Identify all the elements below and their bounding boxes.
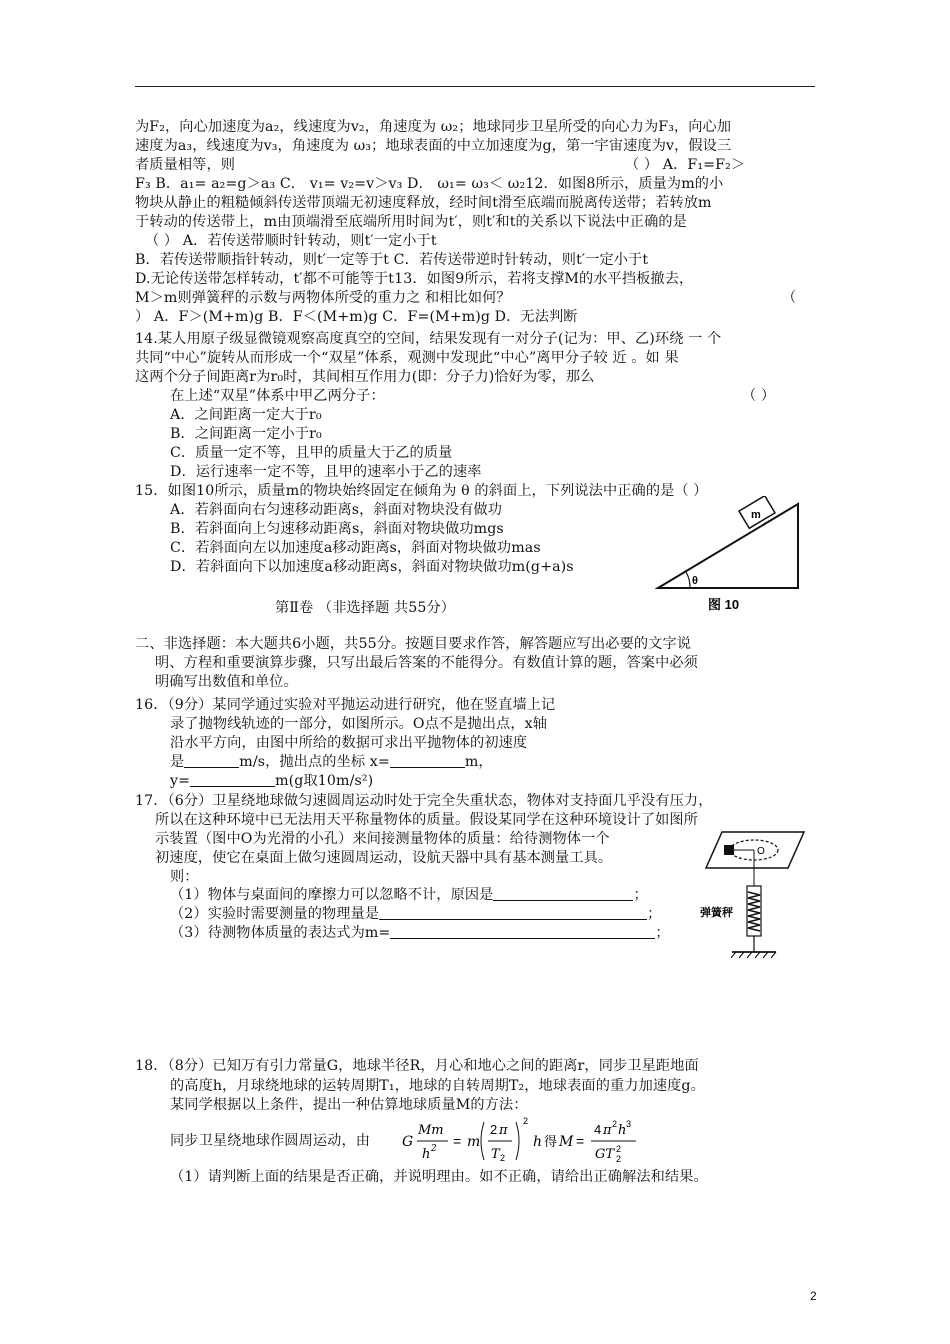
answer-paren: （ ） (742, 388, 776, 404)
blank-quantities[interactable] (379, 906, 647, 920)
svg-text:GT: GT (595, 1147, 615, 1162)
option-b: B．之间距离一定小于r₀ (170, 426, 322, 442)
question-17: 17．（6分）卫星绕地球做匀速圆周运动时处于完全失重状态，物体对支持面几乎没有压力， (135, 793, 713, 809)
q18-formula-prefix: 同步卫星绕地球作圆周运动，由 (170, 1133, 371, 1149)
page-number: 2 (810, 1289, 817, 1303)
section-instructions: 二、非选择题：本大题共6小题，共55分。按题目要求作答，解答题应写出必要的文字说 (135, 636, 692, 652)
q16-answer-line-2 (170, 772, 373, 790)
figure-caption: 图 10 (708, 597, 740, 612)
svg-text:π: π (603, 1123, 612, 1138)
incline-triangle (658, 504, 798, 588)
blank-velocity[interactable] (184, 754, 239, 768)
svg-text:=: = (453, 1133, 462, 1149)
blank-x[interactable] (390, 754, 465, 768)
question-18: 18．（8分）已知万有引力常量G，地球半径R，月心和地心之间的距离r，同步卫星距地面 (135, 1058, 699, 1074)
angle-label: θ (692, 575, 698, 587)
text: m/s，抛出点的坐标 x= (239, 754, 390, 770)
text-line: 初速度，使它在桌面上做匀速圆周运动，设航天器中具有基本测量工具。 (155, 850, 613, 866)
blank-reason[interactable] (493, 887, 633, 901)
text-line: 为F₂，向心加速度为a₂，线速度为v₂，角速度为 ω₂；地球同步卫星所受的向心力为F₃，向心加 (135, 119, 732, 135)
blank-expression[interactable] (390, 925, 655, 939)
text-line: 者质量相等，则 (135, 157, 236, 173)
q18-item-1: （1）请判断上面的结果是否正确，并说明理由。如不正确，请给出正确解法和结果。 (170, 1169, 708, 1185)
text-line: 明、方程和重要演算步骤，只写出最后答案的不能得分。有数值计算的题，答案中必须 (155, 655, 698, 671)
angle-arc (686, 572, 690, 588)
svg-text:2: 2 (500, 1153, 506, 1163)
q17-item-3 (170, 924, 670, 942)
svg-text:2: 2 (612, 1119, 618, 1129)
svg-text:m: m (467, 1134, 481, 1150)
text: （3）待测物体质量的表达式为m= (170, 925, 391, 941)
text-line: （ ） A．若传送带顺时针转动，则t′一定小于t (145, 233, 437, 249)
question-16: 16．（9分）某同学通过实验对平抛运动进行研究，他在竖直墙上记 (135, 697, 556, 713)
text-line: 物块从静止的粗糙倾斜传送带顶端无初速度释放，经时间t滑至底端而脱离传送带；若转放m (135, 195, 712, 211)
svg-text:2: 2 (616, 1154, 622, 1164)
q16-answer-line-1 (170, 753, 493, 771)
text: （2）实验时需要测量的物理量是 (170, 906, 380, 922)
answer-paren: （ (782, 290, 797, 306)
text: m， (464, 754, 493, 770)
text: 是 (170, 754, 185, 770)
question-14: 14.某人用原子级显微镜观察高度真空的空间，结果发现有一对分子(记为：甲、乙)环绕 一 个 (135, 331, 722, 347)
option-d: D．运行速率一定不等，且甲的速率小于乙的速率 (170, 464, 482, 480)
text-line: M＞m则弹簧秤的示数与两物体所受的重力之 和相比如何？ (135, 290, 511, 306)
svg-text:2: 2 (616, 1144, 622, 1154)
text-line: 在上述“双星”体系中甲乙两分子： (170, 388, 385, 404)
text-line: 共同“中心”旋转从而形成一个“双星”体系，观测中发现此“中心”离甲分子较 近 。如 果 (135, 350, 679, 366)
hole-label: O (757, 846, 765, 857)
question-15: 15．如图10所示，质量m的物块始终固定在倾角为 θ 的斜面上，下列说法中正确的是（ ） (135, 483, 708, 499)
text: （1）物体与桌面间的摩擦力可以忽略不计，原因是 (170, 887, 494, 903)
text: ； (655, 925, 670, 941)
svg-text:2: 2 (490, 1122, 498, 1137)
q18-formula (402, 1114, 672, 1168)
svg-text:=: = (576, 1133, 585, 1149)
text-line: 录了抛物线轨迹的一部分，如图所示。O点不是抛出点，x轴 (170, 716, 548, 732)
header-rule (135, 86, 815, 87)
text-line: 速度为a₃，线速度为v₃，角速度为 ω₃；地球表面的中立加速度为g，第一宇宙速度为v，假设三 (135, 138, 732, 154)
table-surface (706, 832, 804, 868)
option-c: C．若斜面向左以加速度a移动距离s，斜面对物块做功mas (170, 540, 541, 556)
svg-text:2: 2 (523, 1116, 529, 1126)
text-line: 某同学根据以上条件，提出一种估算地球质量M的方法： (170, 1097, 528, 1113)
svg-text:G: G (402, 1134, 414, 1150)
text-line: F₃ B．a₁= a₂=g＞a₃ C． v₁= v₂=v＞v₃ D． ω₁= ω₃＜ ω₂12．如图8所示，质量为m的小 (135, 176, 724, 192)
block-label: m (751, 509, 761, 521)
q17-item-1 (170, 886, 648, 904)
q17-item-2 (170, 905, 661, 923)
text-line: 沿水平方向，由图中所给的数据可求出平抛物体的初速度 (170, 735, 528, 751)
svg-text:4: 4 (594, 1122, 602, 1137)
object (724, 845, 734, 855)
text-line: 示装置（图中O为光滑的小孔）来间接测量物体的质量：给待测物体一个 (155, 831, 610, 847)
text: m(g取10m/s²) (275, 773, 374, 789)
text: ； (633, 887, 648, 903)
option-a: A．之间距离一定大于r₀ (170, 407, 322, 423)
svg-text:3: 3 (626, 1119, 632, 1129)
svg-text:T: T (491, 1147, 500, 1162)
text-line: 则： (170, 869, 199, 885)
option-c: C．质量一定不等，且甲的质量大于乙的质量 (170, 445, 453, 461)
text: y= (170, 773, 191, 789)
svg-text:Mm: Mm (418, 1123, 444, 1138)
svg-text:h: h (422, 1147, 431, 1162)
text-line: D.无论传送带怎样转动，t′都不可能等于t13．如图9所示，若将支撑M的水平挡板撤去， (135, 271, 694, 287)
section-title: 第Ⅱ卷 （非选择题 共55分） (275, 600, 456, 616)
svg-text:h: h (533, 1134, 543, 1150)
blank-y[interactable] (190, 773, 275, 787)
text-line: 明确写出数值和单位。 (155, 674, 298, 690)
ground-hatch (731, 952, 776, 958)
svg-text:M: M (559, 1134, 574, 1150)
figure-10-incline (650, 496, 810, 616)
spring-balance-label: 弹簧秤 (700, 907, 733, 919)
option-a: A．若斜面向右匀速移动距离s，斜面对物块没有做功 (170, 502, 503, 518)
text-line: B．若传送带顺指针转动，则t′一定等于t C．若传送带逆时针转动，则t′一定小于t (135, 252, 649, 268)
option-d: D．若斜面向下以加速度a移动距离s，斜面对物块做功m(g+a)s (170, 559, 574, 575)
text-line: 这两个分子间距离r为r₀时，其间相互作用力(即：分子力)恰好为零，那么 (135, 369, 595, 385)
choice-a: （ ） A．F₁=F₂＞ (625, 157, 746, 173)
figure-spring-balance (700, 828, 810, 968)
text-line: 于转动的传送带上，m由顶端滑至底端所用时间为t′，则t′和t的关系以下说法中正确的是 (135, 214, 687, 230)
text-line: 的高度h，月球绕地球的运转周期T₁，地球的自转周期T₂，地球表面的重力加速度g。 (170, 1078, 705, 1094)
svg-text:得: 得 (544, 1134, 558, 1149)
svg-text:2: 2 (431, 1144, 437, 1154)
svg-text:π: π (499, 1123, 508, 1138)
text-line: ） A．F＞(M+m)g B．F＜(M+m)g C．F=(M+m)g D．无法判断 (135, 309, 578, 325)
text: ； (647, 906, 662, 922)
svg-text:h: h (618, 1123, 627, 1138)
option-b: B．若斜面向上匀速移动距离s，斜面对物块做功mgs (170, 521, 504, 537)
text-line: 所以在这种环境中已无法用天平称量物体的质量。假设某同学在这种环境设计了如图所 (155, 812, 698, 828)
